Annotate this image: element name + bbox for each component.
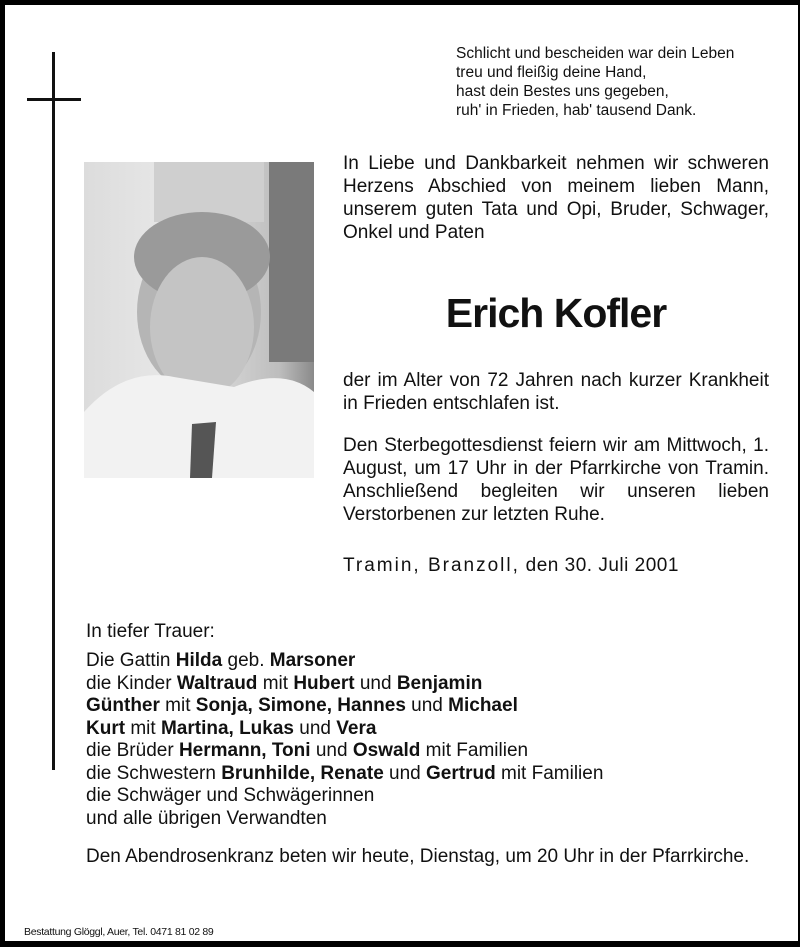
mourning-heading: In tiefer Trauer: <box>86 621 215 642</box>
date: den 30. Juli 2001 <box>525 555 679 576</box>
cross-icon <box>52 52 55 770</box>
poem-line: ruh' in Frieden, hab' tausend Dank. <box>456 102 697 119</box>
mourner-name: Hubert <box>293 672 355 694</box>
mourner-text: und <box>310 740 353 761</box>
portrait-photo <box>84 162 314 478</box>
mourner-text: mit <box>257 672 294 694</box>
rosary-text: Den Abendrosenkranz beten wir heute, Dienstag, um 20 Uhr in der Pfarrkirche. <box>86 846 750 867</box>
mass-paragraph: Den Sterbegottesdienst feiern wir am Mittwoch, 1. August, um 17 Uhr in der Pfarrkirche von Tramin. Anschließend begleiten wir unseren lieben Verstorbenen zur letzten Ruhe. <box>343 435 769 525</box>
mourner-name: Vera <box>336 717 377 739</box>
poem-line: Schlicht und bescheiden war dein Leben <box>456 45 735 62</box>
mourner-text: die Brüder <box>86 740 179 761</box>
mourner-name: Sonja, Simone, Hannes <box>195 695 406 716</box>
mourner-text: die Kinder <box>86 672 177 694</box>
place-names: Tramin, Branzoll, <box>343 555 520 576</box>
mourner-text: die Schwäger und Schwägerinnen <box>86 785 375 806</box>
mourner-line <box>86 763 770 786</box>
poem-line: hast dein Bestes uns gegeben, <box>456 83 669 100</box>
mourner-name: Michael <box>448 695 518 716</box>
mourner-text: mit Familien <box>495 762 604 784</box>
place-date <box>343 554 769 577</box>
mourner-text: geb. <box>222 650 270 671</box>
mourner-name: Marsoner <box>269 650 356 671</box>
mourner-name: Waltraud <box>176 672 258 694</box>
age-text <box>343 369 769 415</box>
mourner-name: Hermann, Toni <box>178 740 311 761</box>
mourner-name: Martina, Lukas <box>160 717 294 739</box>
mourner-text: und <box>405 695 449 716</box>
poem <box>456 44 734 120</box>
mourner-name: Brunhilde, Renate <box>221 762 384 784</box>
deceased-name: Erich Kofler <box>445 290 667 336</box>
mourner-name: Hilda <box>175 650 223 671</box>
mourner-line <box>86 650 770 673</box>
mourner-text: mit Familien <box>420 740 529 761</box>
cross-icon-bar <box>27 98 81 101</box>
mourner-text: und <box>294 717 337 739</box>
mass-text <box>343 434 769 526</box>
funeral-home-footer: Bestattung Glöggl, Auer, Tel. 0471 81 02 89 <box>24 926 214 938</box>
mourner-line <box>86 673 770 696</box>
mourner-text: Die Gattin <box>86 650 176 671</box>
mourner-line <box>86 718 770 741</box>
mourner-line <box>86 695 770 718</box>
mourner-name: Kurt <box>86 717 126 739</box>
mourner-line <box>86 785 770 808</box>
intro-paragraph: In Liebe und Dankbarkeit nehmen wir schweren Herzens Abschied von meinem lieben Mann, unserem guten Tata und Opi, Bruder, Schwager, Onkel und Paten <box>343 153 769 243</box>
mourner-text: die Schwestern <box>86 762 222 784</box>
mourner-text: mit <box>159 695 196 716</box>
mourner-name: Benjamin <box>396 672 483 694</box>
age-paragraph: der im Alter von 72 Jahren nach kurzer Krankheit in Frieden entschlafen ist. <box>343 370 769 414</box>
mourner-line <box>86 740 770 763</box>
mourner-name: Günther <box>86 695 160 716</box>
mourner-line <box>86 808 770 831</box>
poem-line: treu und fleißig deine Hand, <box>456 64 647 81</box>
mourner-text: und alle übrigen Verwandten <box>86 807 327 829</box>
mourner-text: und <box>383 762 427 784</box>
mourner-text: mit <box>125 717 161 739</box>
mourner-name: Gertrud <box>426 762 496 784</box>
intro-text <box>343 152 769 244</box>
mourners-list <box>86 650 770 830</box>
mourner-text: und <box>354 672 397 694</box>
mourner-name: Oswald <box>352 740 421 761</box>
